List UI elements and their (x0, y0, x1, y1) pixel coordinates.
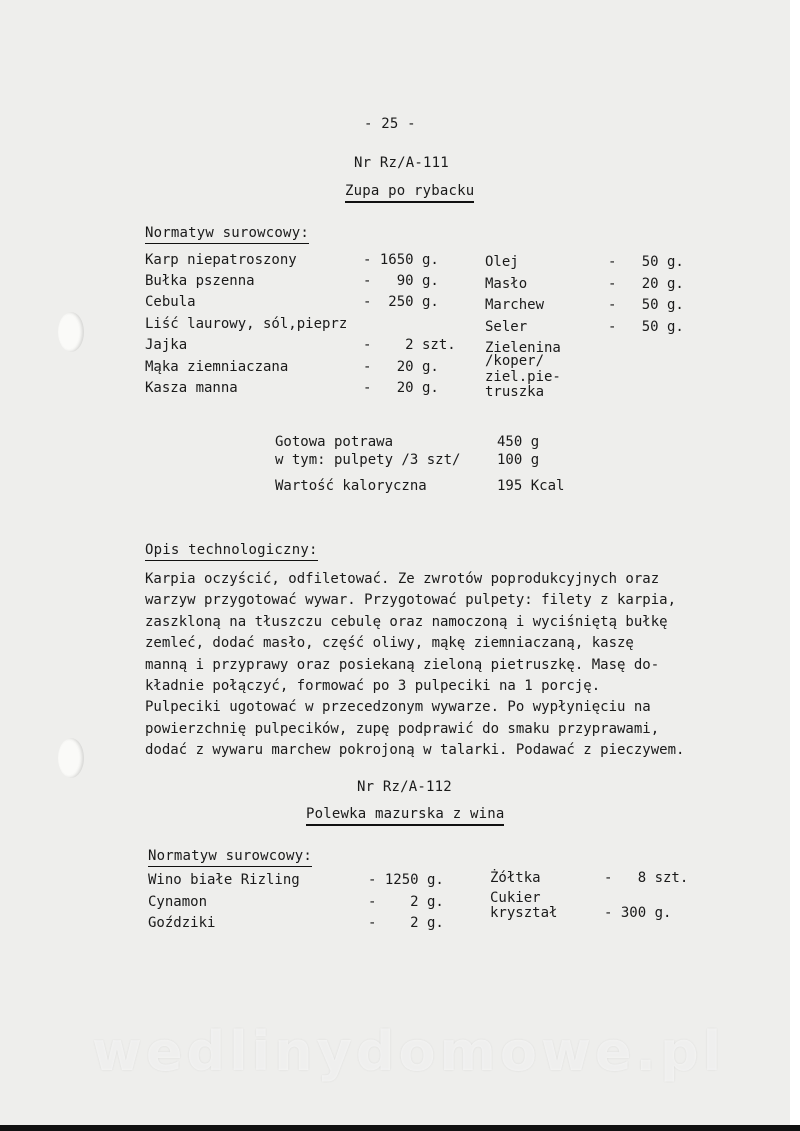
ingredient-qty: - 1250 g. (368, 872, 444, 888)
summary-label: w tym: pulpety /3 szt/ (275, 452, 461, 468)
ingredient-name: Marchew (485, 297, 545, 313)
ingredient-qty: - 1650 g. (363, 252, 439, 268)
summary-value: 450 g (497, 434, 540, 450)
text-line: warzyw przygotować wywar. Przygotować pulpety: filety z karpia, (145, 592, 677, 609)
ingredient-qty: - 20 g. (363, 359, 439, 375)
ingredient-name: Żółtka (490, 870, 541, 886)
ingredient-name: Jajka (145, 337, 188, 353)
ingredient-qty: - 20 g. (363, 380, 439, 396)
summary-label: Gotowa potrawa (275, 434, 394, 450)
ingredient-qty: - 50 g. (608, 297, 684, 313)
ingredient-qty: - 250 g. (363, 294, 439, 310)
tech-heading: Opis technologiczny: (145, 543, 318, 561)
ingredient-qty: - 20 g. (608, 276, 684, 292)
text-line: zemleć, dodać masło, część oliwy, mąkę ziemniaczaną, kaszę (145, 635, 634, 652)
tech-description (145, 569, 735, 762)
punch-hole (58, 738, 84, 778)
watermark: wedlinydomowe.pl (92, 1020, 726, 1083)
norm-heading: Normatyw surowcowy: (145, 226, 309, 244)
ingredient-qty: - 2 g. (368, 915, 444, 931)
recipe-title: Zupa po rybacku (345, 184, 474, 203)
page-number: - 25 - (364, 116, 416, 132)
ingredient-name: Karp niepatroszony (145, 252, 297, 268)
ingredient-name: Goździki (148, 915, 216, 931)
text-line: Pulpeciki ugotować w przecedzonym wywarze. Po wypłynięciu na (145, 699, 651, 716)
recipe-code: Nr Rz/A-111 (354, 155, 449, 171)
text-line: manną i przyprawy oraz posiekaną zieloną pietruszkę. Masę do- (145, 656, 660, 673)
ingredient-name: Cynamon (148, 894, 208, 910)
punch-hole (58, 312, 84, 352)
ingredient-name: Cukier kryształ (490, 890, 558, 921)
scan-bottom-edge (0, 1125, 800, 1131)
recipe-title: Polewka mazurska z wina (306, 807, 504, 826)
text-line: Karpia oczyścić, odfiletować. Ze zwrotów poprodukcyjnych oraz (145, 571, 660, 587)
text-line: dodać z wywaru marchew pokrojoną w talarki. Podawać z pieczywem. (145, 742, 685, 759)
summary-value: 100 g (497, 452, 540, 468)
ingredient-name: /koper/ (485, 353, 545, 369)
text-line: kładnie połączyć, formować po 3 pulpeciki na 1 porcję. (145, 678, 601, 695)
recipe-code: Nr Rz/A-112 (357, 779, 452, 795)
ingredient-name: Liść laurowy, sól,pieprz (145, 316, 348, 332)
text-line: powierzchnię pulpecików, zupę podprawić do smaku przyprawami, (145, 720, 660, 737)
summary-label: Wartość kaloryczna (275, 478, 427, 494)
ingredient-name: Bułka pszenna (145, 273, 255, 289)
ingredient-name: Masło (485, 276, 528, 292)
ingredient-qty: - 2 szt. (363, 337, 456, 353)
ingredient-name: Mąka ziemniaczana (145, 359, 289, 375)
ingredient-name: truszka (485, 384, 545, 400)
text-line: zaszkloną na tłuszczu cebulę oraz namoczoną i wyciśniętą bułkę (145, 613, 668, 630)
norm-heading: Normatyw surowcowy: (148, 849, 312, 867)
ingredient-qty: - 50 g. (608, 254, 684, 270)
ingredient-name: Cebula (145, 294, 196, 310)
ingredient-qty: - 90 g. (363, 273, 439, 289)
summary-value: 195 Kcal (497, 478, 565, 494)
ingredient-qty: - 2 g. (368, 894, 444, 910)
ingredient-name: ziel.pie- (485, 369, 561, 385)
ingredient-name: Kasza manna (145, 380, 238, 396)
ingredient-name: Seler (485, 319, 528, 335)
ingredient-qty: - 300 g. (604, 905, 672, 921)
ingredient-name: Zielenina (485, 340, 561, 356)
ingredient-name: Wino białe Rizling (148, 872, 300, 888)
ingredient-qty: - 8 szt. (604, 870, 689, 886)
ingredient-qty: - 50 g. (608, 319, 684, 335)
ingredient-name: Olej (485, 254, 519, 270)
scan-edge (790, 0, 800, 1131)
